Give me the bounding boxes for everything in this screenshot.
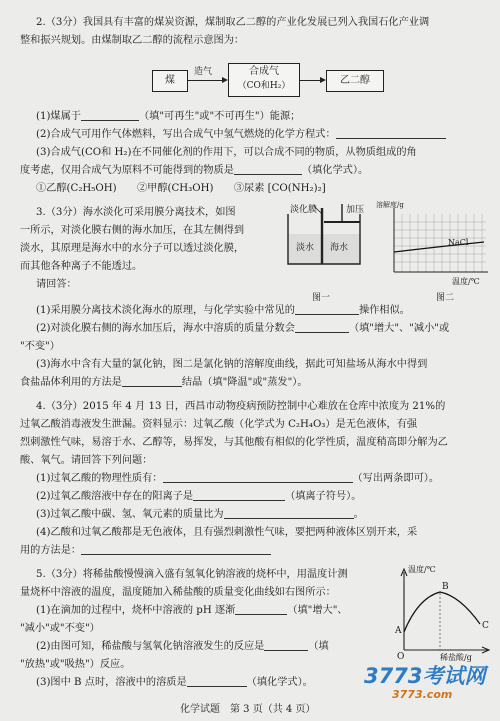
q5-sub3-text: (3)图中 B 点时，溶液中的溶质是 (36, 677, 187, 688)
answer-blank[interactable] (163, 472, 353, 483)
q4-sub4-text: 用的方法是： (20, 545, 82, 556)
answer-blank[interactable] (235, 604, 287, 615)
fig2-curve-label: NaCl (448, 238, 469, 247)
q3-line-2: 一所示，对淡化膜右侧的海水加压，在其左侧得到 (20, 225, 245, 236)
q4-sub1-text-2: （写出两条即可）。 (352, 473, 440, 484)
q4-sub4: (4)乙酸和过氧乙酸都是无色液体，且有强烈刺激性气味，要把两种液体区别开来，采 (36, 527, 418, 538)
q2-options: ①乙醇(C₂H₅OH) ②甲醇(CH₃OH) ③尿素 [CO(NH₂)₂] (36, 183, 326, 194)
answer-blank[interactable] (187, 676, 247, 687)
q5-point-b: B (442, 582, 449, 592)
flow-syngas-label: 合成气 (249, 66, 279, 77)
answer-blank[interactable] (336, 128, 446, 139)
q3-sub1 (36, 304, 410, 317)
q4-sub1 (36, 472, 439, 485)
fig2-x-axis-label: 温度/℃ (452, 277, 480, 286)
flow-syngas-box (228, 63, 300, 97)
q3-line-4: 而其他各种离子不能透过。 (20, 261, 143, 272)
q2-sub2 (36, 128, 446, 141)
q5-sub1-line2: "减小"或"不变"） (20, 623, 100, 634)
q4-line-1: 4.（3分）2015 年 4 月 13 日，西昌市动物疫病预防控制中心难放在仓库中浓度为 21%的 (36, 401, 446, 412)
watermark-url: 3773.com (392, 688, 453, 701)
q2-sub1-text: (1)煤属于 (36, 111, 81, 122)
q2-sub3: (3)合成气(CO和 H₂)在不同催化剂的作用下，可以合成不同的物质，从物质组成的角 (36, 147, 417, 158)
flow-coal-box: 煤 (152, 70, 188, 92)
fig1-fresh-label: 淡水 (296, 243, 315, 253)
fig1-sea-label: 海水 (330, 243, 349, 253)
fig2-caption: 图二 (436, 293, 455, 303)
footer-page-number: 第 3 页（共 4 页） (230, 704, 316, 715)
q5-sub2-line2: "放热"或"吸热"）反应。 (20, 659, 131, 670)
flow-product-box: 乙二醇 (326, 70, 384, 92)
q3-sub3-line2 (20, 376, 308, 389)
q5-sub3 (36, 676, 313, 689)
q5-sub2-text: (2)由图可知，稀盐酸与氢氧化钠溶液发生的反应是 (36, 641, 265, 652)
q2-sub3-text-2: （填化学式）。 (301, 165, 369, 176)
q5-point-c: C (482, 621, 489, 631)
flow-syngas-formula: （CO和H₂） (237, 81, 291, 91)
temperature-curve-chart (388, 566, 492, 660)
q5-sub1-text: (1)在滴加的过程中，烧杯中溶液的 pH 逐渐 (36, 605, 236, 616)
flow-arrow-1 (188, 80, 226, 81)
q5-point-a: A (395, 626, 402, 636)
q5-y-axis-label: 温度/℃ (408, 565, 436, 574)
q3-line-5: 请回答： (36, 279, 77, 290)
q4-sub3-text: (3)过氧乙酸中碳、氢、氧元素的质量比为 (36, 509, 224, 520)
q4-sub2 (36, 490, 361, 503)
q3-sub2 (36, 322, 449, 335)
q2-sub1-text-2: （填"可再生"或"不可再生"）能源； (139, 111, 301, 122)
q3-sub2-line2: "不变"） (20, 341, 60, 352)
q3-sub1-text-2: 操作相似。 (358, 305, 410, 316)
q5-sub1-text-2: （填"增大"、 (287, 605, 348, 616)
fig1-caption: 图一 (312, 293, 331, 303)
q3-line-3: 淡水，其原理是海水中的水分子可以透过淡化膜， (20, 243, 245, 254)
watermark-logo: 3773考试网 (364, 664, 486, 688)
fig1-pressure-label: 加压 (346, 205, 365, 215)
q3-line-1: 3.（3分）海水淡化可采用膜分离技术，如图 (36, 207, 236, 218)
flow-arrow-1-label: 造气 (194, 67, 213, 77)
q3-sub3-text-2: 结晶（填"降温"或"蒸发"）。 (181, 377, 308, 388)
q5-sub3-text-2: （填化学式）。 (246, 677, 313, 688)
answer-blank[interactable] (81, 110, 139, 121)
q4-sub2-text-2: （填离子符号）。 (285, 491, 362, 502)
q2-sub3-text: 度考虑，仅用合成气为原料不可能得到的物质是 (20, 165, 234, 176)
q4-sub2-text: (2)过氧乙酸溶液中存在的阳离子是 (36, 491, 194, 502)
q4-sub4-line2 (20, 544, 271, 557)
answer-blank[interactable] (81, 544, 271, 555)
q3-sub2-text-2: （填"增大"、"减小"或 (348, 323, 450, 334)
answer-blank[interactable] (295, 322, 349, 333)
fig1-membrane-label: 淡化膜 (290, 205, 318, 215)
q2-sub3-line2 (20, 164, 368, 177)
q3-sub3-text: 食盐晶体利用的方法是 (20, 377, 122, 388)
q4-line-4: 酸、氧气。请回答下列问题： (20, 455, 153, 466)
q3-sub3: (3)海水中含有大量的氯化钠，图二是氯化钠的溶解度曲线，据此可知盐场从海水中得到 (36, 359, 428, 370)
answer-blank[interactable] (264, 640, 308, 651)
answer-blank[interactable] (122, 376, 182, 387)
q4-sub3-text-2: 。 (353, 509, 364, 520)
answer-blank[interactable] (295, 304, 359, 315)
footer (180, 700, 315, 715)
q5-sub1 (36, 604, 348, 617)
q5-line-2: 量烧杯中溶液的温度，温度随加入稀盐酸的质量变化曲线如右图所示： (20, 587, 336, 598)
q2-head-2: 整和振兴规划。由煤制取乙二醇的流程示意图为： (20, 35, 245, 46)
q4-line-3: 烈刺激性气味，易溶于水、乙醇等，易挥发，与其他酸有相似的化学性质，温度稍高即分解为乙 (20, 437, 448, 448)
q5-line-1: 5.（3分）将稀盐酸慢慢滴入盛有氢氧化钠溶液的烧杯中，用温度计测 (36, 569, 348, 580)
q2-sub2-text: (2)合成气可用作气体燃料，写出合成气中氢气燃烧的化学方程式： (36, 129, 336, 140)
answer-blank[interactable] (224, 508, 354, 519)
flow-arrow-2 (300, 80, 324, 81)
q2-sub1 (36, 110, 300, 123)
q2-head: 2.（3分）我国具有丰富的煤炭资源，煤制取乙二醇的产业化发展已列入我国石化产业调 (36, 17, 430, 28)
q3-sub1-text: (1)采用膜分离技术淡化海水的原理，与化学实验中常见的 (36, 305, 295, 316)
q5-sub2-text-2: （填 (308, 641, 329, 652)
fig2-y-axis-label: 溶解度/g (376, 201, 404, 209)
answer-blank[interactable] (193, 490, 285, 501)
q4-line-2: 过氧乙酸消毒液发生泄漏。资料显示：过氧乙酸（化学式为 C₂H₄O₃）是无色液体，有强 (20, 419, 418, 430)
q5-sub2 (36, 640, 329, 653)
q5-origin: O (397, 652, 405, 662)
q3-sub2-text: (2)对淡化膜右侧的海水加压后，海水中溶质的质量分数会 (36, 323, 295, 334)
q4-sub1-text: (1)过氧乙酸的物理性质有： (36, 473, 163, 484)
q4-sub3 (36, 508, 364, 521)
q5-x-axis-label: 稀盐酸/g (440, 653, 472, 662)
footer-subject: 化学试题 (180, 704, 220, 715)
answer-blank[interactable] (234, 164, 302, 175)
